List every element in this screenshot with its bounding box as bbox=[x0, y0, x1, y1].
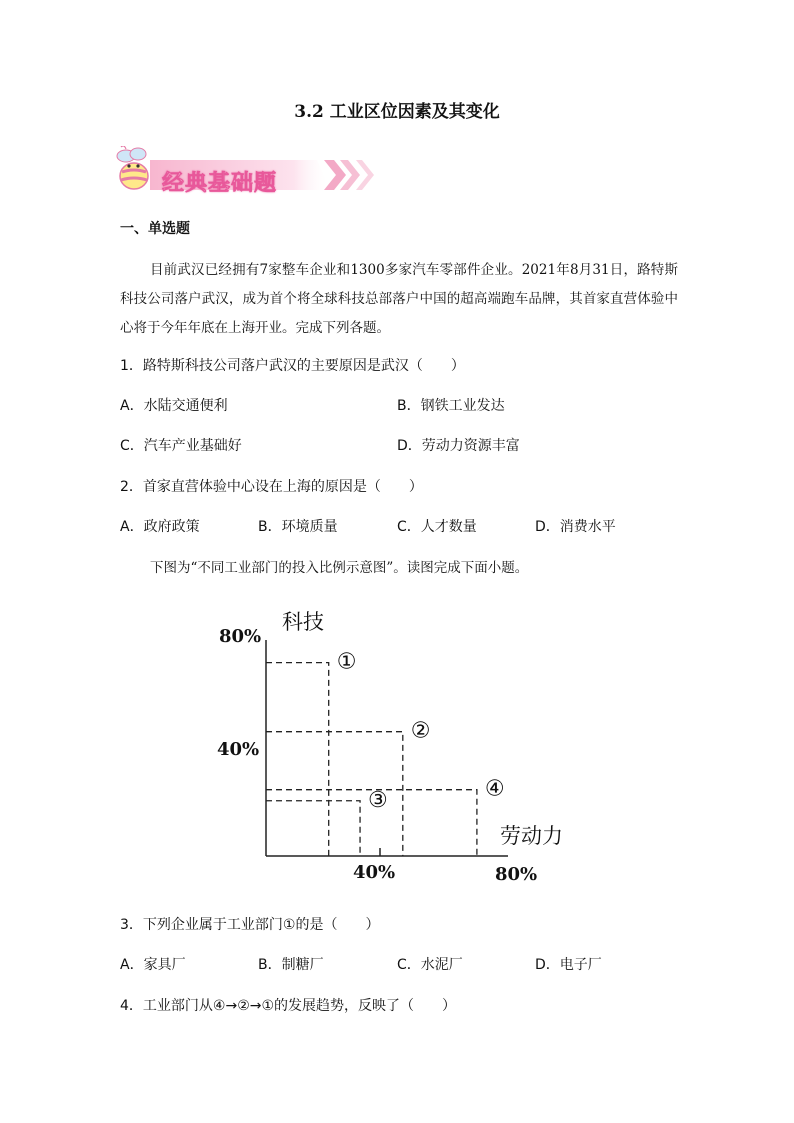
sector-point-label: ③ bbox=[368, 787, 388, 813]
y-axis-label: 科技 bbox=[282, 610, 324, 634]
q2-option-a[interactable]: A．政府政策 bbox=[120, 519, 200, 535]
y-tick-label-40: 40% bbox=[217, 739, 260, 760]
chevron-arrows-icon bbox=[324, 160, 374, 190]
passage-2: 下图为“不同工业部门的投入比例示意图”。读图完成下面小题。 bbox=[150, 560, 529, 576]
q1-option-a[interactable]: A．水陆交通便利 bbox=[120, 398, 228, 414]
page-title: 3.2 工业区位因素及其变化 bbox=[294, 102, 500, 122]
section-heading: 一、单选题 bbox=[120, 221, 190, 237]
q1-option-b[interactable]: B．钢铁工业发达 bbox=[397, 398, 505, 414]
passage-1: 目前武汉已经拥有7家整车企业和1300多家汽车零部件企业。2021年8月31日，路特斯科技公司落户武汉，成为首个将全球科技总部落户中国的超高端跑车品牌，其首家直营体验中心将于今年年底在上海开业。完成下列各题。 bbox=[120, 262, 678, 336]
sector-point-label: ④ bbox=[484, 776, 505, 802]
q3-option-d[interactable]: D．电子厂 bbox=[535, 957, 602, 973]
x-tick-label-40: 40% bbox=[353, 862, 396, 883]
question-3-stem: 3．下列企业属于工业部门①的是（ ） bbox=[120, 917, 380, 933]
q3-option-b[interactable]: B．制糖厂 bbox=[258, 957, 324, 973]
question-1-stem: 1．路特斯科技公司落户武汉的主要原因是武汉（ ） bbox=[120, 358, 465, 374]
q1-option-d[interactable]: D．劳动力资源丰富 bbox=[397, 438, 520, 454]
q2-option-c[interactable]: C．人才数量 bbox=[397, 519, 477, 535]
q3-option-a[interactable]: A．家具厂 bbox=[120, 957, 186, 973]
question-2-stem: 2．首家直营体验中心设在上海的原因是（ ） bbox=[120, 479, 423, 495]
q1-option-c[interactable]: C．汽车产业基础好 bbox=[120, 438, 242, 454]
industry-input-chart bbox=[200, 600, 600, 890]
sector-point-label: ② bbox=[410, 718, 431, 744]
sector-point-label: ① bbox=[336, 649, 357, 675]
q2-option-d[interactable]: D．消费水平 bbox=[535, 519, 616, 535]
q3-option-c[interactable]: C．水泥厂 bbox=[397, 957, 463, 973]
question-4-stem: 4．工业部门从④→②→①的发展趋势，反映了（ ） bbox=[120, 998, 457, 1014]
x-axis-label: 劳动力 bbox=[500, 824, 563, 848]
x-tick-label-80: 80% bbox=[495, 864, 538, 885]
bee-mascot-icon bbox=[117, 146, 148, 189]
banner-label: 经典基础题 bbox=[162, 171, 278, 196]
sector-guide-line bbox=[266, 663, 329, 856]
chart-guide-lines bbox=[266, 663, 477, 856]
q2-option-b[interactable]: B．环境质量 bbox=[258, 519, 338, 535]
y-tick-label-80: 80% bbox=[219, 626, 262, 647]
sector-guide-line bbox=[266, 801, 360, 856]
